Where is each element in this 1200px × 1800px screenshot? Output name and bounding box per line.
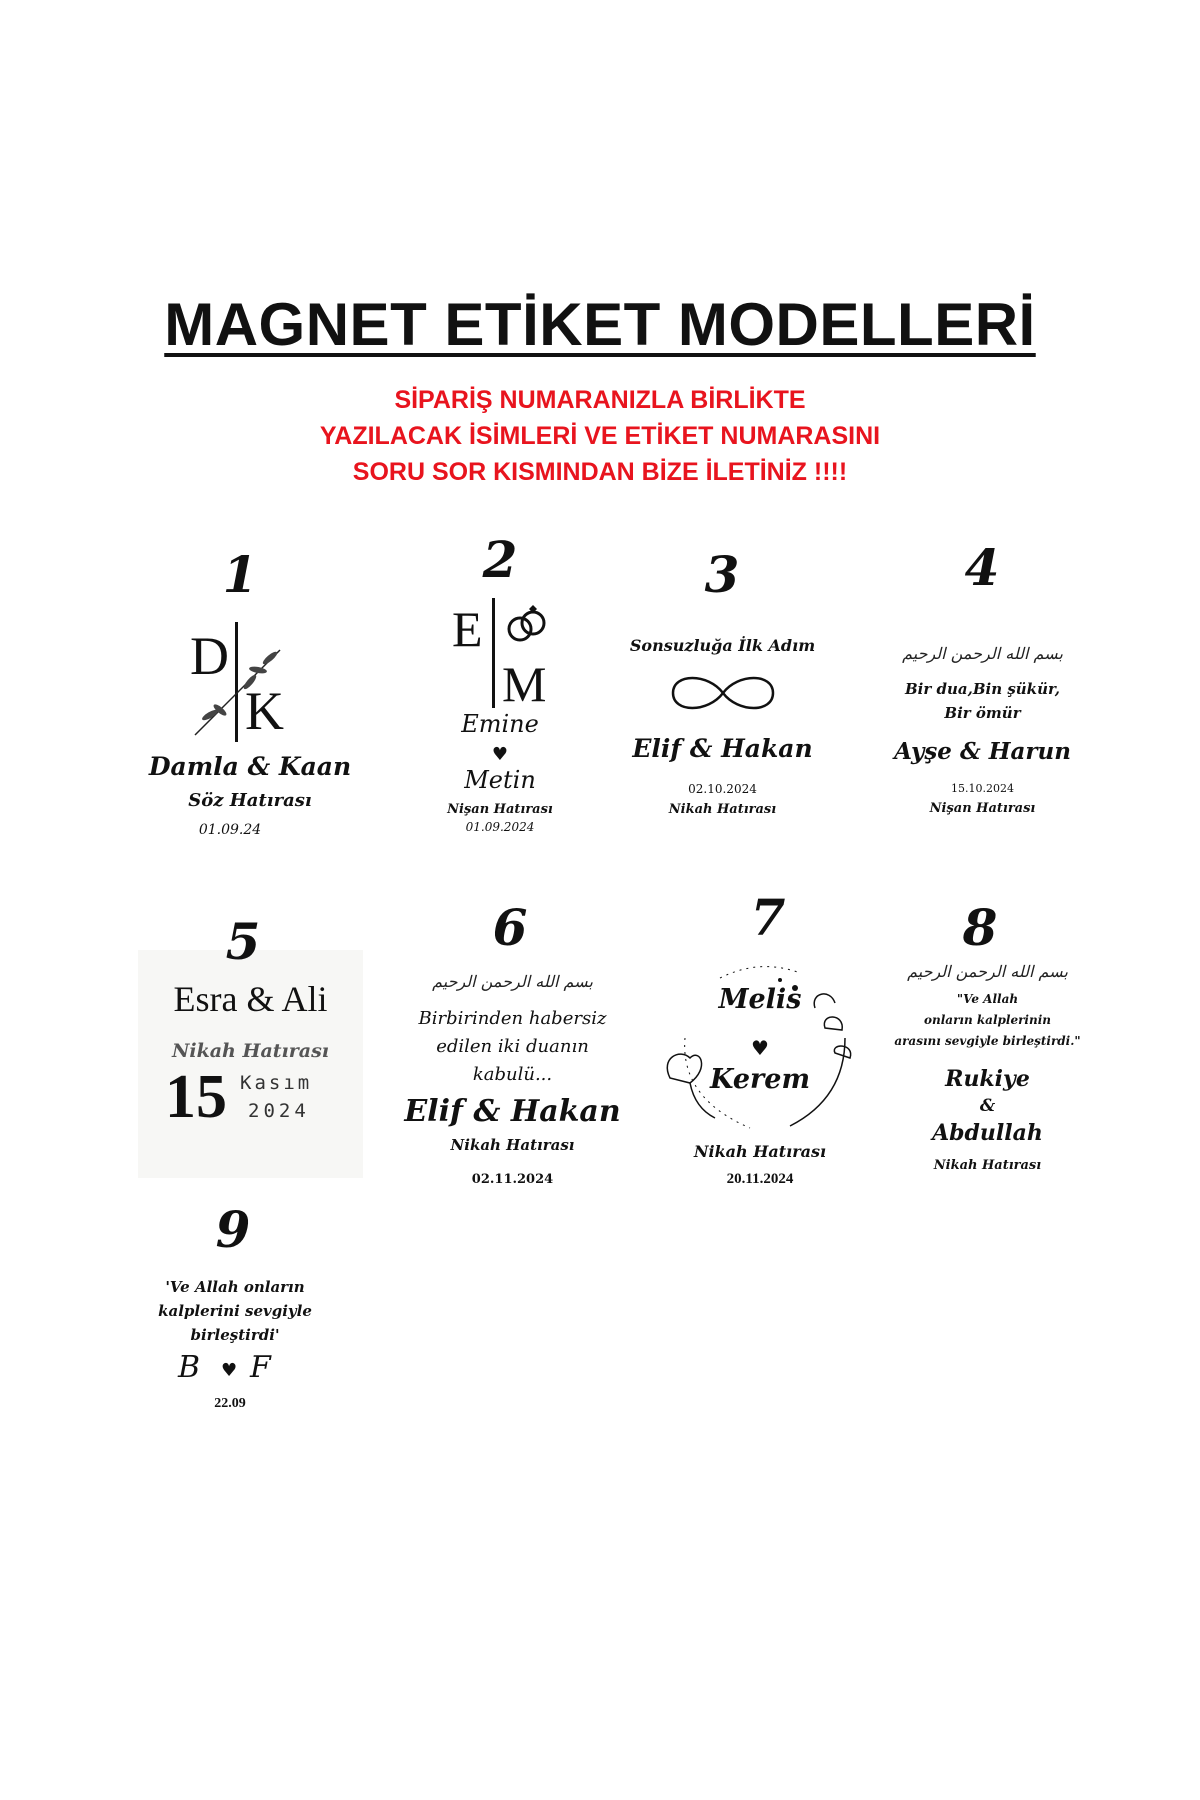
initial-bottom: K xyxy=(245,681,284,741)
date-year: 2024 xyxy=(248,1100,310,1122)
quote-line-1: 'Ve Allah onların xyxy=(165,1278,305,1296)
model-number: 2 xyxy=(482,530,518,589)
quote-line-2: onların kalplerinin xyxy=(924,1013,1051,1027)
instruction-line-3: SORU SOR KISMINDAN BİZE İLETİNİZ !!!! xyxy=(352,458,848,486)
tagline: Sonsuzluğa İlk Adım xyxy=(629,636,816,655)
date: 02.11.2024 xyxy=(471,1172,554,1187)
initial-right: F xyxy=(250,1350,271,1385)
couple-names: Elif & Hakan xyxy=(632,734,813,763)
name-1: Melis xyxy=(718,984,802,1015)
date: 01.09.24 xyxy=(198,822,262,838)
page-title: MAGNET ETİKET MODELLERİ xyxy=(164,291,1036,358)
model-number: 3 xyxy=(704,545,740,604)
model-number: 7 xyxy=(750,888,786,947)
caption: Nişan Hatırası xyxy=(929,801,1036,816)
caption: Nikah Hatırası xyxy=(450,1136,575,1154)
date-month: Kasım xyxy=(240,1072,313,1094)
model-number: 8 xyxy=(962,898,998,957)
caption: Nişan Hatırası xyxy=(447,802,553,817)
date: 22.09 xyxy=(214,1396,246,1411)
quote-line-2: edilen iki duanın xyxy=(436,1036,589,1057)
model-number: 9 xyxy=(215,1200,251,1259)
quote-line-2: Bir ömür xyxy=(944,704,1021,722)
quote-line-3: kabulü... xyxy=(472,1064,553,1085)
date-day: 15 xyxy=(165,1063,227,1131)
name-1: Emine xyxy=(461,710,539,738)
instruction-line-2: YAZILACAK İSİMLERİ VE ETİKET NUMARASINI xyxy=(319,422,881,450)
initial-top: D xyxy=(190,626,229,686)
name-1: Rukiye xyxy=(945,1066,1030,1092)
heart-icon: ♥ xyxy=(221,1360,238,1381)
date: 15.10.2024 xyxy=(951,782,1014,795)
quote-line-1: Birbirinden habersiz xyxy=(418,1008,607,1029)
quote-line-3: arasını sevgiyle birleştirdi." xyxy=(894,1034,1081,1048)
couple-names: Elif & Hakan xyxy=(404,1094,621,1129)
ampersand: & xyxy=(979,1096,996,1116)
caption: Nikah Hatırası xyxy=(172,1040,329,1062)
model-number: 4 xyxy=(964,538,1000,597)
quote-line-1: Bir dua,Bin şükür, xyxy=(904,680,1061,698)
date: 02.10.2024 xyxy=(688,782,757,796)
caption: Nikah Hatırası xyxy=(693,1142,827,1161)
date: 01.09.2024 xyxy=(465,820,535,834)
heart-icon: ♥ xyxy=(491,744,509,765)
bismillah-calligraphy: بسم الله الرحمن الرحيم xyxy=(902,644,1063,663)
quote-line-3: birleştirdi' xyxy=(190,1326,280,1344)
name-2: Abdullah xyxy=(932,1120,1043,1146)
instruction-line-1: SİPARİŞ NUMARANIZLA BİRLİKTE xyxy=(394,386,806,414)
caption: Nikah Hatırası xyxy=(668,802,777,817)
bismillah-calligraphy: بسم الله الرحمن الرحيم xyxy=(432,972,593,991)
heart-icon: ♥ xyxy=(751,1036,769,1060)
infinity-icon xyxy=(668,668,778,718)
rings-icon xyxy=(505,605,550,645)
quote-line-1: "Ve Allah xyxy=(956,992,1019,1006)
model-number: 6 xyxy=(492,898,528,957)
caption: Nikah Hatırası xyxy=(933,1158,1042,1173)
initial-bottom: M xyxy=(502,656,547,712)
couple-names: Esra & Ali xyxy=(173,979,328,1019)
model-number: 5 xyxy=(225,912,261,971)
date: 20.11.2024 xyxy=(726,1171,794,1187)
initial-top: E xyxy=(452,601,483,657)
couple-names: Ayşe & Harun xyxy=(894,738,1071,765)
olive-branch-icon xyxy=(190,640,290,740)
initial-left: B xyxy=(178,1350,201,1385)
name-2: Kerem xyxy=(709,1064,811,1095)
monogram-divider xyxy=(492,598,495,708)
name-2: Metin xyxy=(464,766,536,794)
bismillah-calligraphy: بسم الله الرحمن الرحيم xyxy=(907,962,1068,981)
couple-names: Damla & Kaan xyxy=(148,752,352,781)
quote-line-2: kalplerini sevgiyle xyxy=(158,1302,312,1320)
caption: Söz Hatırası xyxy=(188,790,312,811)
model-number: 1 xyxy=(222,545,258,604)
